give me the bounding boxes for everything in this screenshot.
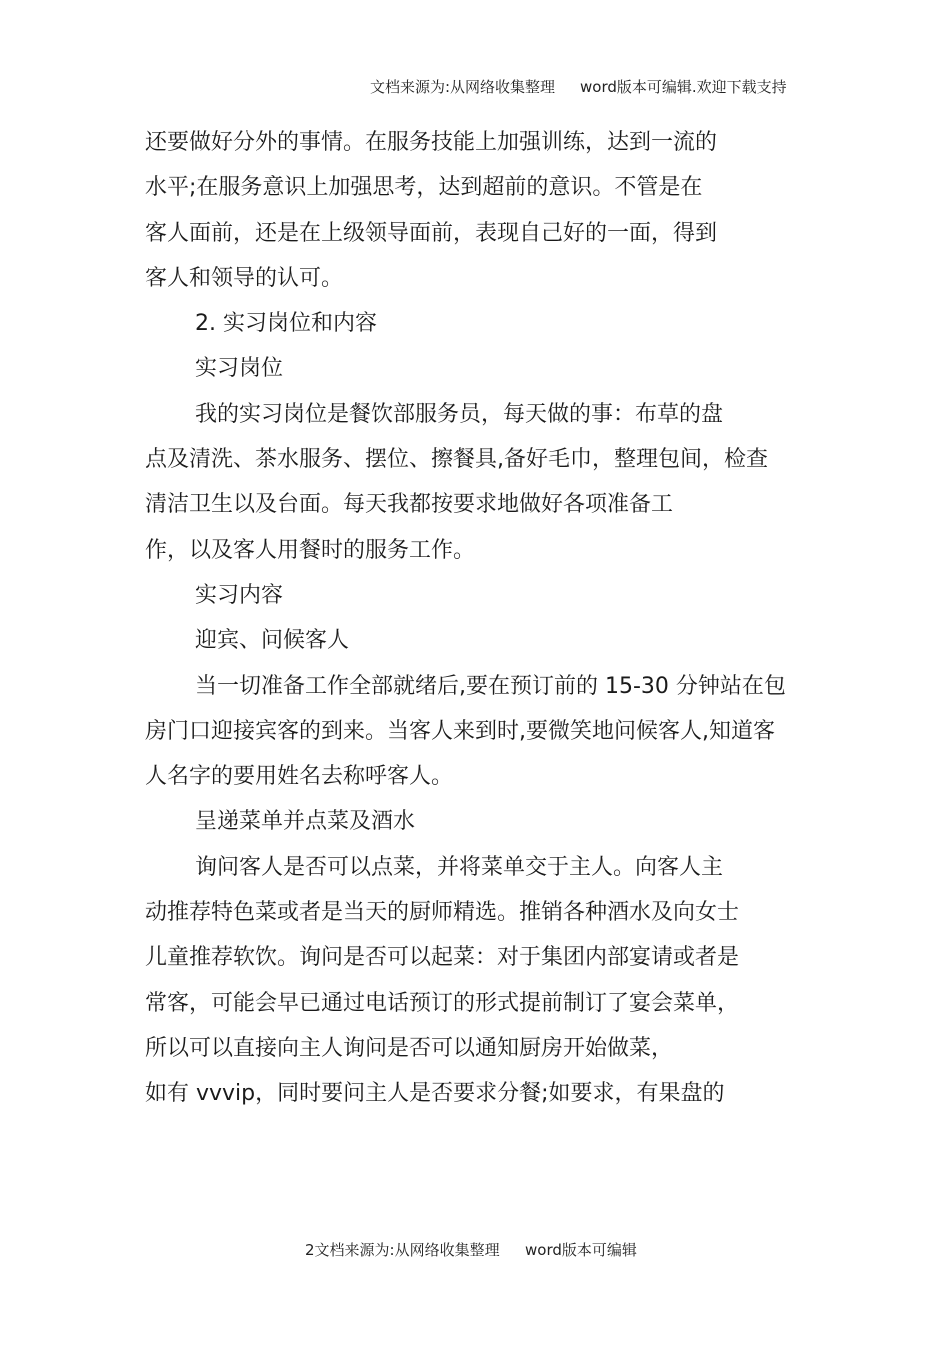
page-footer — [0, 1228, 950, 1259]
footer-edit-text: word版本可编辑 — [525, 1241, 637, 1259]
text-line: 房门口迎接宾客的到来。当客人来到时,要微笑地问候客人,知道客 — [145, 718, 775, 744]
text-line: 清洁卫生以及台面。每天我都按要求地做好各项准备工 — [145, 492, 674, 518]
text-line: 如有 vvvip，同时要问主人是否要求分餐;如要求，有果盘的 — [145, 1081, 725, 1107]
text-line: 我的实习岗位是餐饮部服务员，每天做的事：布草的盘 — [195, 401, 724, 427]
section-heading: 2. 实习岗位和内容 — [195, 311, 377, 337]
text-line: 点及清洗、茶水服务、摆位、擦餐具,备好毛巾，整理包间，检查 — [145, 447, 768, 473]
header-source-text: 文档来源为:从网络收集整理 — [370, 78, 556, 96]
subsection-heading: 实习内容 — [195, 582, 284, 608]
text-line: 动推荐特色菜或者是当天的厨师精选。推销各种酒水及向女士 — [145, 900, 740, 926]
footer-source-text: 2文档来源为:从网络收集整理 — [305, 1241, 500, 1259]
page-header — [0, 62, 950, 96]
text-line: 客人和领导的认可。 — [145, 265, 344, 291]
text-line: 所以可以直接向主人询问是否可以通知厨房开始做菜， — [145, 1035, 674, 1061]
text-line: 儿童推荐软饮。询问是否可以起菜：对于集团内部宴请或者是 — [145, 945, 740, 971]
text-line: 还要做好分外的事情。在服务技能上加强训练，达到一流的 — [145, 130, 718, 155]
header-edit-text: word版本可编辑.欢迎下载支持 — [580, 78, 787, 96]
subsection-heading: 呈递菜单并点菜及酒水 — [195, 809, 416, 835]
text-line: 客人面前，还是在上级领导面前，表现自己好的一面，得到 — [145, 220, 718, 246]
text-line: 常客，可能会早已通过电话预订的形式提前制订了宴会菜单， — [145, 990, 740, 1016]
subsection-heading: 实习岗位 — [195, 356, 284, 382]
subsection-heading: 迎宾、问候客人 — [195, 628, 350, 654]
text-line: 人名字的要用姓名去称呼客人。 — [145, 764, 454, 790]
text-line: 询问客人是否可以点菜，并将菜单交于主人。向客人主 — [195, 854, 724, 880]
text-line: 当一切准备工作全部就绪后,要在预订前的 15-30 分钟站在包 — [195, 673, 786, 699]
text-line: 水平;在服务意识上加强思考，达到超前的意识。不管是在 — [145, 175, 703, 201]
document-body — [145, 120, 845, 1117]
text-line: 作，以及客人用餐时的服务工作。 — [145, 537, 476, 563]
